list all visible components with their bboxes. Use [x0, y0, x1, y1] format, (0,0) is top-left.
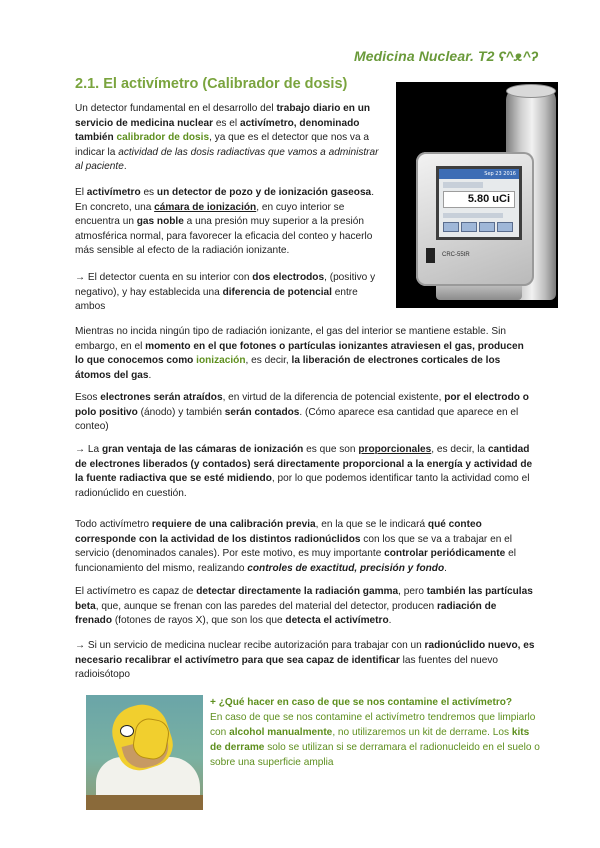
faq-text: , no utilizaremos un kit de derrame. Los [332, 727, 512, 738]
paragraph-electrodes [75, 271, 387, 315]
faq-text: En caso de que se nos contamine el activímetro tendremos que limpiarlo con [210, 712, 536, 738]
text: entre ambos [75, 286, 358, 313]
device-model: CRC-55tR [442, 252, 470, 258]
text: el funcionamiento del mismo, realizando [75, 548, 516, 574]
screen-info-bar [443, 213, 503, 218]
text-bold: serán contados [224, 406, 300, 418]
text-bold: también las partículas beta [75, 586, 533, 612]
text-bold: radiación de frenado [75, 600, 497, 627]
text: El [75, 187, 87, 198]
text: (ánodo) y también [137, 406, 225, 418]
faq-text-bold: alcohol manualmente [229, 727, 333, 738]
text: con los que se va a trabajar en el servicio (denominados canales). Por este motivo, es muy importante [75, 533, 512, 560]
text-bold: cantidad de electrones liberados (y contados) será directamente proporcional a la energía y actividad de la fuente radiactiva que se esté midiendo [75, 444, 533, 485]
text-bold: trabajo diario en un servicio de medicina nuclear [75, 103, 371, 129]
text: , en virtud de la diferencia de potencial existente, [222, 392, 445, 403]
text: Un detector fundamental en el desarrollo del [75, 103, 277, 114]
text-bold: detecta el activímetro [285, 615, 389, 627]
paragraph-calibration [75, 518, 535, 576]
faq-question: + ¿Qué hacer en caso de que se nos contamine el activímetro? [210, 697, 513, 708]
text-bold: momento en el que fotones o partículas ionizantes atraviesen el gas, producen lo que conocemos como [75, 340, 524, 367]
text: , que, aunque se frenan con las paredes del material del detector, producen [95, 600, 437, 612]
text: → Si un servicio de medicina nuclear recibe autorización para trabajar con un [75, 640, 425, 651]
header-title: Medicina Nuclear. T2 [354, 48, 495, 64]
text-bold: activímetro [86, 187, 141, 198]
text-underlined: proporcionales [358, 444, 432, 455]
text: (fotones de rayos X), que son los que [112, 615, 286, 627]
text-bold: qué conteo corresponde con la actividad de los distintos radionúclidos [75, 519, 482, 545]
screen-button [497, 222, 513, 232]
text: las fuentes del nuevo radioisótopo [75, 654, 499, 681]
text-italic: actividad de las dosis radiactivas que vamos a administrar al paciente [75, 146, 379, 173]
activimeter-photo [396, 82, 558, 308]
text-bold-italic: controles de exactitud, precisión y fondo [247, 562, 445, 574]
paragraph-advantage [75, 443, 535, 501]
text-bold: requiere de una calibración previa [151, 519, 316, 530]
text: . (Cómo aparece esa cantidad que aparece en el conteo) [75, 406, 519, 433]
text: El activímetro es capaz de [75, 586, 197, 597]
text-bold: detectar directamente la radiación gamma [196, 586, 399, 597]
text: Esos [75, 392, 101, 403]
chamber-opening [506, 84, 556, 98]
paragraph-definition [75, 186, 387, 259]
text-bold: gran ventaja de las cámaras de ionización [101, 444, 304, 455]
faq-text-bold: kits de derrame [210, 727, 530, 753]
text-bold: controlar periódicamente [384, 548, 506, 560]
text-bold: un detector de pozo y de ionización gaseosa [156, 187, 372, 198]
text: , pero [398, 586, 427, 597]
readout-unit [416, 152, 534, 286]
text-bold: por el electrodo o polo positivo [75, 392, 529, 418]
screen-button [461, 222, 477, 232]
text-bold: dos electrodos [252, 272, 325, 283]
facepalm-cartoon-image [86, 695, 203, 810]
header-emoji: ʕ^ᴥ^ʔ [498, 48, 538, 64]
text: , (positivo y negativo), y hay establecida una [75, 272, 376, 298]
paragraph-intro [75, 102, 387, 175]
paragraph-ionization [75, 325, 535, 383]
text: , en la que se le indicará [315, 519, 428, 530]
cartoon-desk [86, 795, 203, 810]
text: es el [213, 117, 240, 129]
text: → La [75, 444, 102, 455]
text-bold: diferencia de potencial [222, 286, 332, 298]
text-highlight: ionización [196, 355, 246, 367]
paragraph-recalibration [75, 639, 535, 683]
readout-screen [436, 166, 522, 240]
text-bold: radionúclido nuevo, es necesario recalibrar el activímetro para que sea capaz de identificar [75, 640, 535, 666]
screen-date: Sep 23 2016 [439, 169, 519, 179]
text: → El detector cuenta en su interior con [75, 272, 253, 283]
screen-button [479, 222, 495, 232]
cartoon-eye [120, 725, 134, 737]
text: es que son [303, 444, 359, 455]
brand-logo [426, 248, 435, 263]
text: . [123, 161, 127, 173]
text: . En concreto, una [75, 187, 374, 213]
text: a una presión muy superior a la presión atmosférica normal, para favorecer la eficacia del conteo y hacerlo más sensible al efecto de la radiación ionizante. [75, 216, 373, 257]
text-highlight: calibrador de dosis [116, 132, 210, 144]
text: Mientras no incida ningún tipo de radiación ionizante, el gas del interior se mantiene estable. Sin embargo, en el [75, 326, 506, 352]
text-bold: activímetro, denominado también [75, 117, 360, 144]
screen-button [443, 222, 459, 232]
text: . [388, 615, 392, 627]
faq-contamination [210, 695, 540, 770]
text: , es decir, la [431, 444, 488, 455]
text-bold: electrones serán atraídos [100, 392, 223, 403]
text: , ya que es el detector que nos va a indicar la [75, 132, 370, 158]
faq-text: solo se utilizan si se derramara el radionucleido en el suelo o sobre una superficie amplia [210, 742, 540, 768]
section-title: 2.1. El activímetro (Calibrador de dosis) [75, 76, 348, 92]
screen-label-bar [443, 182, 483, 188]
text: , por lo que podemos identificar tanto la actividad como el radionúclido en cuestión. [75, 473, 530, 499]
paragraph-electrons [75, 391, 535, 435]
text-bold: la liberación de electrones corticales de los átomos del gas [75, 355, 501, 381]
text: es [140, 187, 157, 198]
text: . [444, 562, 447, 574]
paragraph-gamma-beta [75, 585, 535, 629]
text-underlined: cámara de ionización [154, 201, 257, 213]
text: , en cuyo interior se encuentra un [75, 201, 345, 228]
screen-activity-value: 5.80 uCi [443, 191, 515, 208]
text-bold: gas noble [136, 216, 184, 228]
header-course [354, 48, 538, 64]
text: , es decir, [245, 355, 292, 367]
text: . [148, 369, 152, 381]
text: Todo activímetro [75, 519, 152, 530]
